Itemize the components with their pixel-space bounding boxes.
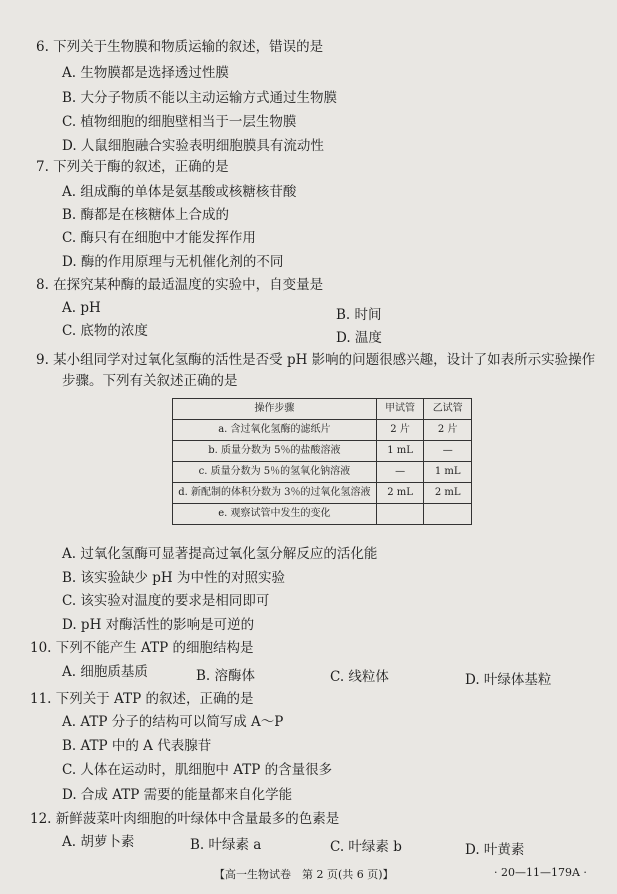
- q11-option-b: B. ATP 中的 A 代表腺苷: [62, 738, 212, 754]
- row-tube-b: 1 mL: [424, 462, 472, 483]
- q12-stem: 12. 新鲜菠菜叶肉细胞的叶绿体中含量最多的色素是: [30, 811, 340, 827]
- q6-option-d: D. 人鼠细胞融合实验表明细胞膜具有流动性: [62, 138, 324, 154]
- row-step: d. 新配制的体积分数为 3％的过氧化氢溶液: [173, 483, 377, 504]
- row-tube-a: —: [376, 462, 424, 483]
- row-tube-a: 2 片: [376, 420, 424, 441]
- row-tube-b: [424, 504, 472, 525]
- q8-option-d: D. 温度: [336, 330, 382, 346]
- table-header-row: [173, 399, 472, 420]
- row-tube-a: [376, 504, 424, 525]
- row-tube-a: 2 mL: [376, 483, 424, 504]
- row-tube-b: 2 片: [424, 420, 472, 441]
- row-tube-b: —: [424, 441, 472, 462]
- q7-option-c: C. 酶只有在细胞中才能发挥作用: [62, 230, 256, 246]
- exam-code: · 20—11—179A ·: [494, 866, 587, 879]
- header-tube-a: 甲试管: [376, 399, 424, 420]
- experiment-steps-table: [172, 398, 472, 525]
- q10-stem: 10. 下列不能产生 ATP 的细胞结构是: [30, 640, 254, 656]
- q6-stem: 6. 下列关于生物膜和物质运输的叙述，错误的是: [36, 39, 324, 55]
- table-row: [173, 441, 472, 462]
- q9-option-b: B. 该实验缺少 pH 为中性的对照实验: [62, 570, 286, 586]
- q11-option-c: C. 人体在运动时，肌细胞中 ATP 的含量很多: [62, 762, 333, 778]
- row-step: b. 质量分数为 5％的盐酸溶液: [173, 441, 377, 462]
- page-footer: 【高一生物试卷 第 2 页(共 6 页)】: [214, 868, 394, 881]
- header-step: 操作步骤: [173, 399, 377, 420]
- table-row: [173, 462, 472, 483]
- q8-option-c: C. 底物的浓度: [62, 323, 148, 339]
- q8-option-b: B. 时间: [336, 307, 382, 323]
- table-row: [173, 420, 472, 441]
- q12-option-a: A. 胡萝卜素: [62, 834, 135, 850]
- q11-option-d: D. 合成 ATP 需要的能量都来自化学能: [62, 787, 293, 803]
- q9-option-d: D. pH 对酶活性的影响是可逆的: [62, 617, 255, 633]
- row-step: c. 质量分数为 5％的氢氧化钠溶液: [173, 462, 377, 483]
- q12-option-c: C. 叶绿素 b: [330, 839, 402, 855]
- row-step: e. 观察试管中发生的变化: [173, 504, 377, 525]
- q7-stem: 7. 下列关于酶的叙述，正确的是: [36, 159, 229, 175]
- q12-option-b: B. 叶绿素 a: [190, 837, 262, 853]
- table-row: [173, 483, 472, 504]
- q6-option-b: B. 大分子物质不能以主动运输方式通过生物膜: [62, 90, 338, 106]
- q9-option-a: A. 过氧化氢酶可显著提高过氧化氢分解反应的活化能: [62, 546, 378, 562]
- q6-option-c: C. 植物细胞的细胞壁相当于一层生物膜: [62, 114, 297, 130]
- row-step: a. 含过氧化氢酶的滤纸片: [173, 420, 377, 441]
- q10-option-c: C. 线粒体: [330, 669, 389, 685]
- q9-stem-line2: 步骤。下列有关叙述正确的是: [62, 373, 238, 389]
- q9-option-c: C. 该实验对温度的要求是相同即可: [62, 593, 270, 609]
- q12-option-d: D. 叶黄素: [465, 842, 525, 858]
- q8-stem: 8. 在探究某种酶的最适温度的实验中，自变量是: [36, 277, 324, 293]
- table-row: [173, 504, 472, 525]
- q7-option-a: A. 组成酶的单体是氨基酸或核糖核苷酸: [62, 184, 297, 200]
- q10-option-a: A. 细胞质基质: [62, 664, 148, 680]
- header-tube-b: 乙试管: [424, 399, 472, 420]
- q8-option-a: A. pH: [62, 300, 101, 316]
- row-tube-b: 2 mL: [424, 483, 472, 504]
- q11-option-a: A. ATP 分子的结构可以简写成 A～P: [62, 714, 284, 730]
- q10-option-b: B. 溶酶体: [196, 668, 256, 684]
- q6-option-a: A. 生物膜都是选择透过性膜: [62, 65, 229, 81]
- q10-option-d: D. 叶绿体基粒: [465, 672, 552, 688]
- row-tube-a: 1 mL: [376, 441, 424, 462]
- q7-option-b: B. 酶都是在核糖体上合成的: [62, 207, 230, 223]
- q9-stem-line1: 9. 某小组同学对过氧化氢酶的活性是否受 pH 影响的问题很感兴趣，设计了如表所示实验操作: [36, 352, 596, 368]
- q11-stem: 11. 下列关于 ATP 的叙述，正确的是: [30, 691, 254, 707]
- q7-option-d: D. 酶的作用原理与无机催化剂的不同: [62, 254, 284, 270]
